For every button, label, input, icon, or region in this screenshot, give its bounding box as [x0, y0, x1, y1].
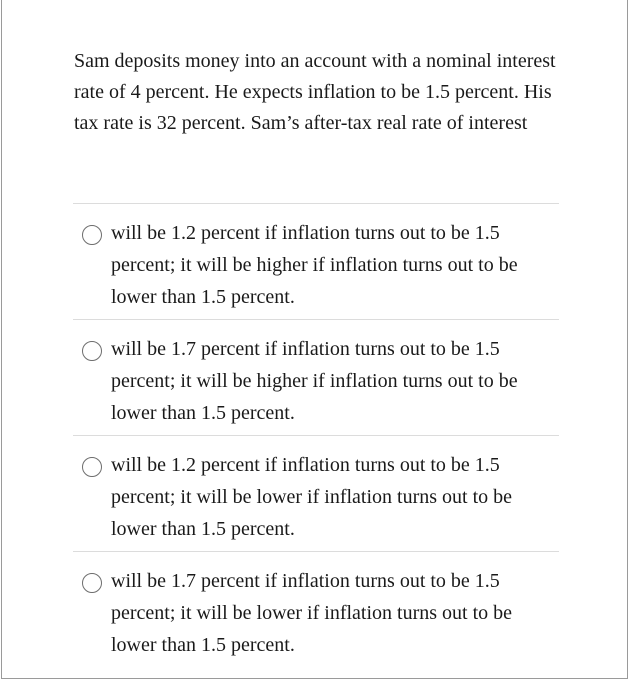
answer-option-3[interactable] — [73, 436, 559, 551]
answer-option-4[interactable] — [73, 552, 559, 667]
radio-button-icon[interactable] — [82, 457, 102, 477]
answer-option-label: will be 1.2 percent if inflation turns out to be 1.5 percent; it will be lower if inflation turns out to be lower than 1.5 percent. — [111, 454, 513, 540]
answer-option-label: will be 1.2 percent if inflation turns out to be 1.5 percent; it will be higher if inflation turns out to be lower than 1.5 percent. — [111, 222, 518, 308]
answer-option-label: will be 1.7 percent if inflation turns out to be 1.5 percent; it will be higher if inflation turns out to be lower than 1.5 percent. — [111, 338, 518, 424]
question-card — [1, 0, 628, 679]
question-text: Sam deposits money into an account with a nominal interest rate of 4 percent. He expects inflation to be 1.5 percent. His tax rate is 32 percent. Sam’s after-tax real rate of interest — [74, 50, 556, 134]
answer-option-label: will be 1.7 percent if inflation turns out to be 1.5 percent; it will be lower if inflation turns out to be lower than 1.5 percent. — [111, 570, 513, 656]
answer-option-1[interactable] — [73, 204, 559, 319]
radio-button-icon[interactable] — [82, 341, 102, 361]
radio-button-icon[interactable] — [82, 225, 102, 245]
answer-option-2[interactable] — [73, 320, 559, 435]
radio-button-icon[interactable] — [82, 573, 102, 593]
